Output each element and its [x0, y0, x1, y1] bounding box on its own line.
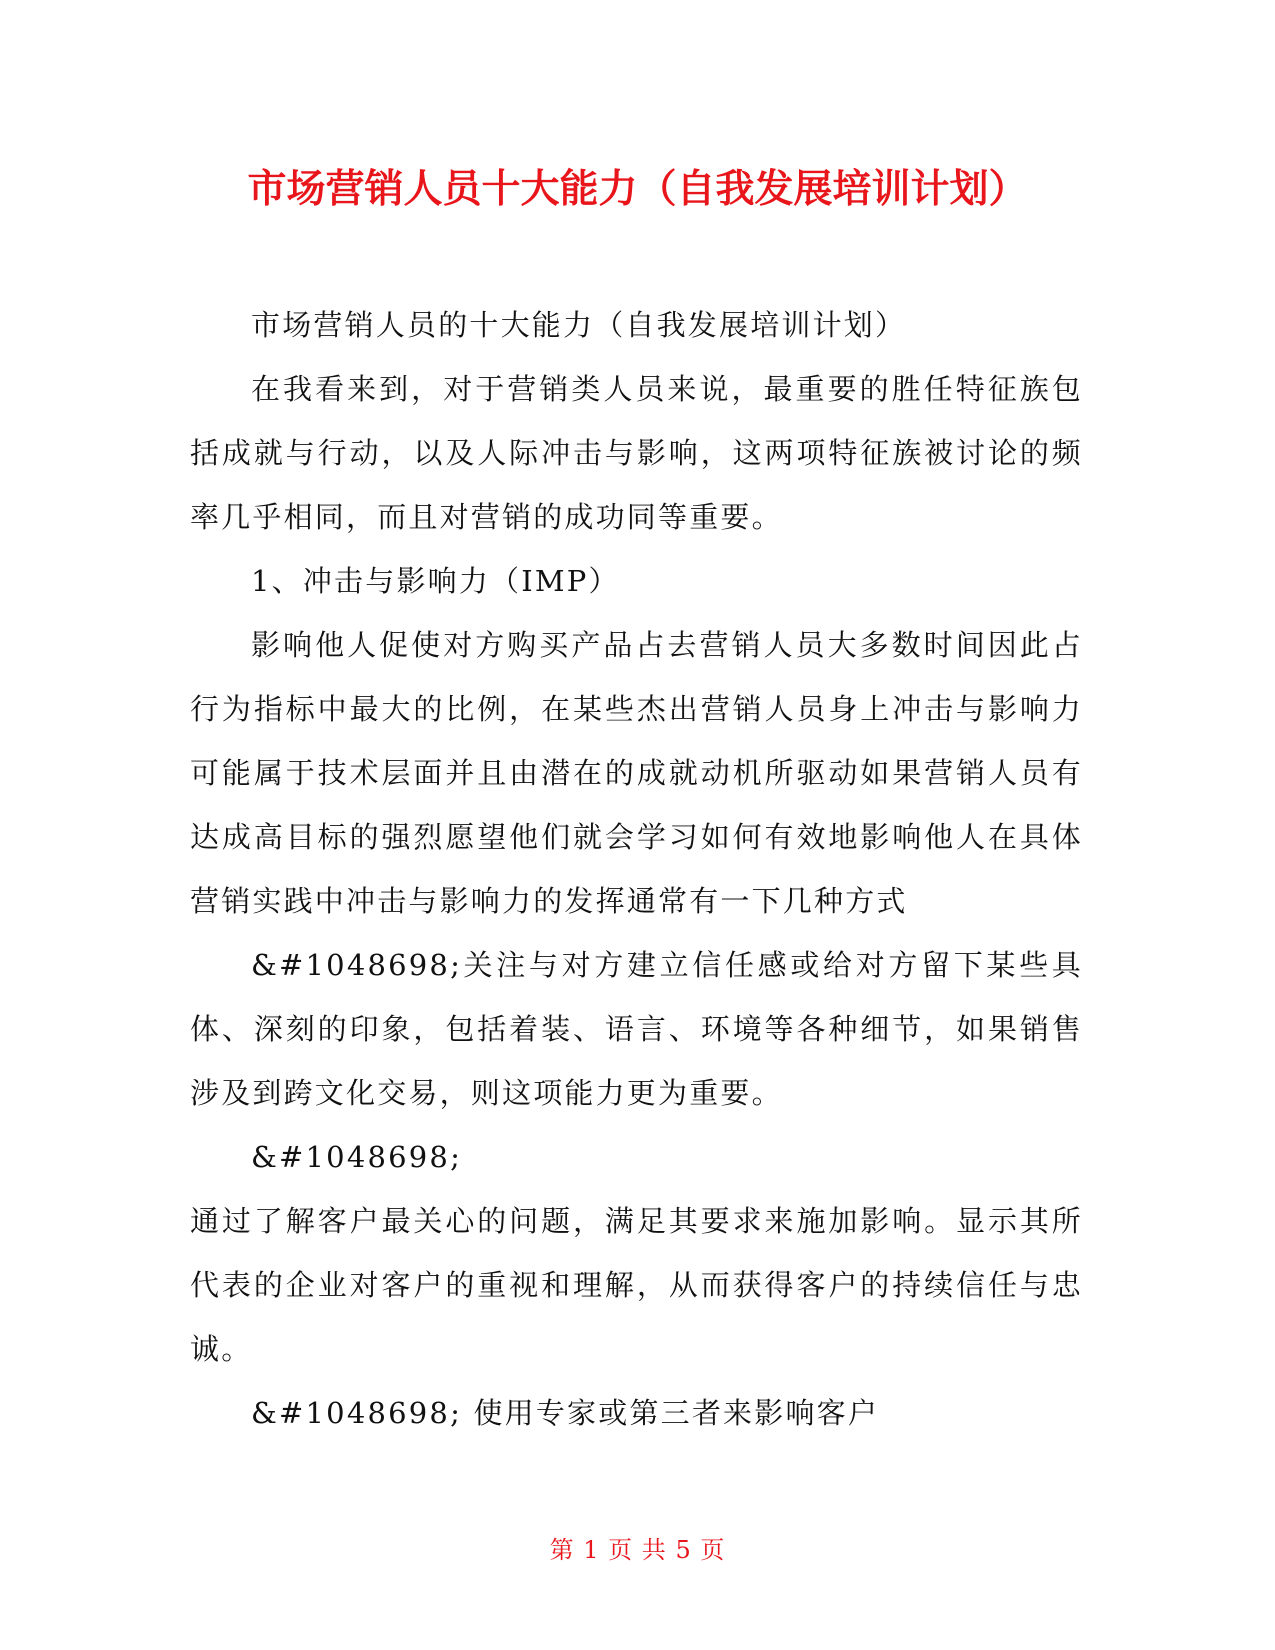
page-number-footer: 第 1 页 共 5 页 [549, 1536, 726, 1564]
paragraph-customer-concern: 通过了解客户最关心的问题，满足其要求来施加影响。显示其所代表的企业对客户的重视和理解，从而获得客户的持续信任与忠诚。 [190, 1204, 1083, 1366]
paragraph-impact-description: 影响他人促使对方购买产品占去营销人员大多数时间因此占行为指标中最大的比例，在某些杰出营销人员身上冲击与影响力可能属于技术层面并且由潜在的成就动机所驱动如果营销人员有达成高目标的强烈愿望他们就会学习如何有效地影响他人在具体营销实践中冲击与影响力的发挥通常有一下几种方式 [190, 628, 1083, 918]
paragraph-bullet-trust: &#1048698;关注与对方建立信任感或给对方留下某些具体、深刻的印象，包括着装、语言、环境等各种细节，如果销售涉及到跨文化交易，则这项能力更为重要。 [190, 948, 1083, 1110]
paragraph-section-heading: 1、冲击与影响力（IMP） [251, 564, 620, 598]
paragraph-bullet-expert: &#1048698; 使用专家或第三者来影响客户 [251, 1396, 880, 1430]
document-title: 市场营销人员十大能力（自我发展培训计划） [247, 167, 1028, 212]
document-body [190, 293, 1083, 1445]
paragraph-subtitle: 市场营销人员的十大能力（自我发展培训计划） [251, 308, 907, 342]
paragraph-intro: 在我看来到，对于营销类人员来说，最重要的胜任特征族包括成就与行动，以及人际冲击与影响，这两项特征族被讨论的频率几乎相同，而且对营销的成功同等重要。 [190, 372, 1083, 534]
paragraph-bullet-marker: &#1048698; [251, 1140, 463, 1174]
